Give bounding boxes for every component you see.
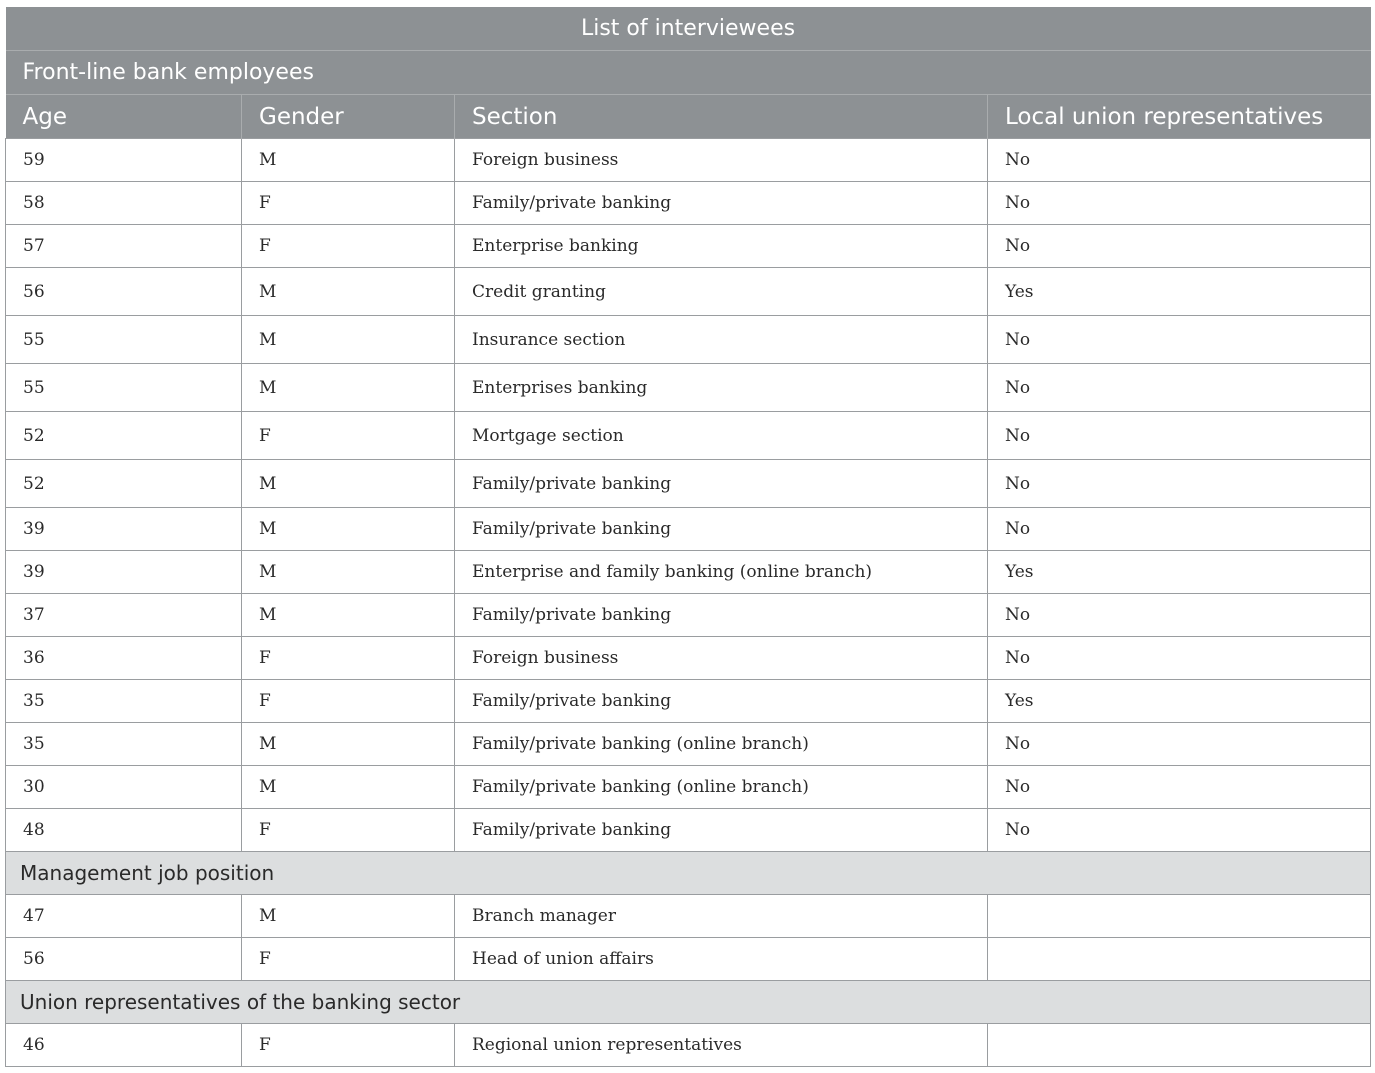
cell-age: 59 [6, 139, 242, 182]
table-title-row [6, 7, 1371, 51]
group-label-management: Management job position [6, 852, 1371, 895]
cell-section: Foreign business [455, 139, 988, 182]
cell-section: Branch manager [455, 895, 988, 938]
table-row [6, 412, 1371, 460]
table-row [6, 268, 1371, 316]
cell-rep: No [988, 225, 1371, 268]
table-row [6, 809, 1371, 852]
table-row [6, 551, 1371, 594]
table-row [6, 182, 1371, 225]
cell-gender: F [242, 680, 455, 723]
table-row [6, 1024, 1371, 1067]
table-row [6, 225, 1371, 268]
cell-rep: No [988, 637, 1371, 680]
cell-section: Family/private banking [455, 809, 988, 852]
cell-age: 57 [6, 225, 242, 268]
cell-age: 47 [6, 895, 242, 938]
cell-gender: M [242, 594, 455, 637]
column-header-row [6, 95, 1371, 139]
cell-rep: No [988, 508, 1371, 551]
column-header-gender: Gender [242, 95, 455, 139]
cell-age: 46 [6, 1024, 242, 1067]
group-row-management [6, 852, 1371, 895]
cell-section: Regional union representatives [455, 1024, 988, 1067]
cell-gender: M [242, 268, 455, 316]
cell-gender: M [242, 139, 455, 182]
cell-rep [988, 895, 1371, 938]
cell-section: Family/private banking [455, 182, 988, 225]
cell-section: Insurance section [455, 316, 988, 364]
cell-rep: No [988, 364, 1371, 412]
cell-section: Enterprise and family banking (online branch) [455, 551, 988, 594]
cell-section: Foreign business [455, 637, 988, 680]
group-label-front-line: Front-line bank employees [6, 51, 1371, 95]
cell-section: Head of union affairs [455, 938, 988, 981]
cell-age: 52 [6, 460, 242, 508]
cell-age: 58 [6, 182, 242, 225]
cell-rep: No [988, 460, 1371, 508]
table-row [6, 680, 1371, 723]
table-row [6, 938, 1371, 981]
cell-rep: Yes [988, 268, 1371, 316]
cell-section: Family/private banking (online branch) [455, 723, 988, 766]
cell-gender: M [242, 723, 455, 766]
cell-rep [988, 938, 1371, 981]
cell-rep: No [988, 809, 1371, 852]
cell-gender: M [242, 766, 455, 809]
cell-age: 56 [6, 268, 242, 316]
table-row [6, 460, 1371, 508]
table-row [6, 508, 1371, 551]
cell-gender: M [242, 508, 455, 551]
cell-rep: Yes [988, 551, 1371, 594]
cell-age: 30 [6, 766, 242, 809]
cell-age: 55 [6, 316, 242, 364]
cell-section: Enterprises banking [455, 364, 988, 412]
cell-age: 35 [6, 723, 242, 766]
cell-gender: F [242, 637, 455, 680]
table-row [6, 316, 1371, 364]
cell-section: Family/private banking [455, 460, 988, 508]
cell-rep: Yes [988, 680, 1371, 723]
cell-gender: F [242, 938, 455, 981]
cell-section: Family/private banking [455, 508, 988, 551]
column-header-local-union-rep: Local union representatives [988, 95, 1371, 139]
table-row [6, 364, 1371, 412]
cell-age: 55 [6, 364, 242, 412]
cell-gender: M [242, 460, 455, 508]
cell-age: 36 [6, 637, 242, 680]
cell-section: Mortgage section [455, 412, 988, 460]
cell-age: 39 [6, 551, 242, 594]
table-row [6, 637, 1371, 680]
cell-section: Credit granting [455, 268, 988, 316]
table-title: List of interviewees [6, 7, 1371, 51]
group-row-front-line [6, 51, 1371, 95]
cell-rep: No [988, 723, 1371, 766]
cell-age: 35 [6, 680, 242, 723]
cell-age: 56 [6, 938, 242, 981]
cell-rep: No [988, 316, 1371, 364]
cell-rep: No [988, 766, 1371, 809]
cell-gender: M [242, 316, 455, 364]
cell-gender: F [242, 412, 455, 460]
cell-age: 52 [6, 412, 242, 460]
cell-gender: F [242, 182, 455, 225]
column-header-age: Age [6, 95, 242, 139]
cell-section: Enterprise banking [455, 225, 988, 268]
table-row [6, 766, 1371, 809]
cell-age: 37 [6, 594, 242, 637]
table-row [6, 895, 1371, 938]
table-row [6, 139, 1371, 182]
interviewees-table [5, 7, 1371, 1067]
group-label-union-representatives: Union representatives of the banking sector [6, 981, 1371, 1024]
cell-age: 39 [6, 508, 242, 551]
cell-section: Family/private banking [455, 594, 988, 637]
cell-rep: No [988, 412, 1371, 460]
cell-rep [988, 1024, 1371, 1067]
cell-rep: No [988, 594, 1371, 637]
cell-gender: F [242, 1024, 455, 1067]
cell-section: Family/private banking (online branch) [455, 766, 988, 809]
group-row-union-representatives [6, 981, 1371, 1024]
cell-section: Family/private banking [455, 680, 988, 723]
cell-rep: No [988, 182, 1371, 225]
table-row [6, 723, 1371, 766]
cell-gender: M [242, 551, 455, 594]
table-row [6, 594, 1371, 637]
column-header-section: Section [455, 95, 988, 139]
cell-gender: F [242, 225, 455, 268]
cell-gender: F [242, 809, 455, 852]
cell-age: 48 [6, 809, 242, 852]
cell-gender: M [242, 364, 455, 412]
cell-rep: No [988, 139, 1371, 182]
cell-gender: M [242, 895, 455, 938]
